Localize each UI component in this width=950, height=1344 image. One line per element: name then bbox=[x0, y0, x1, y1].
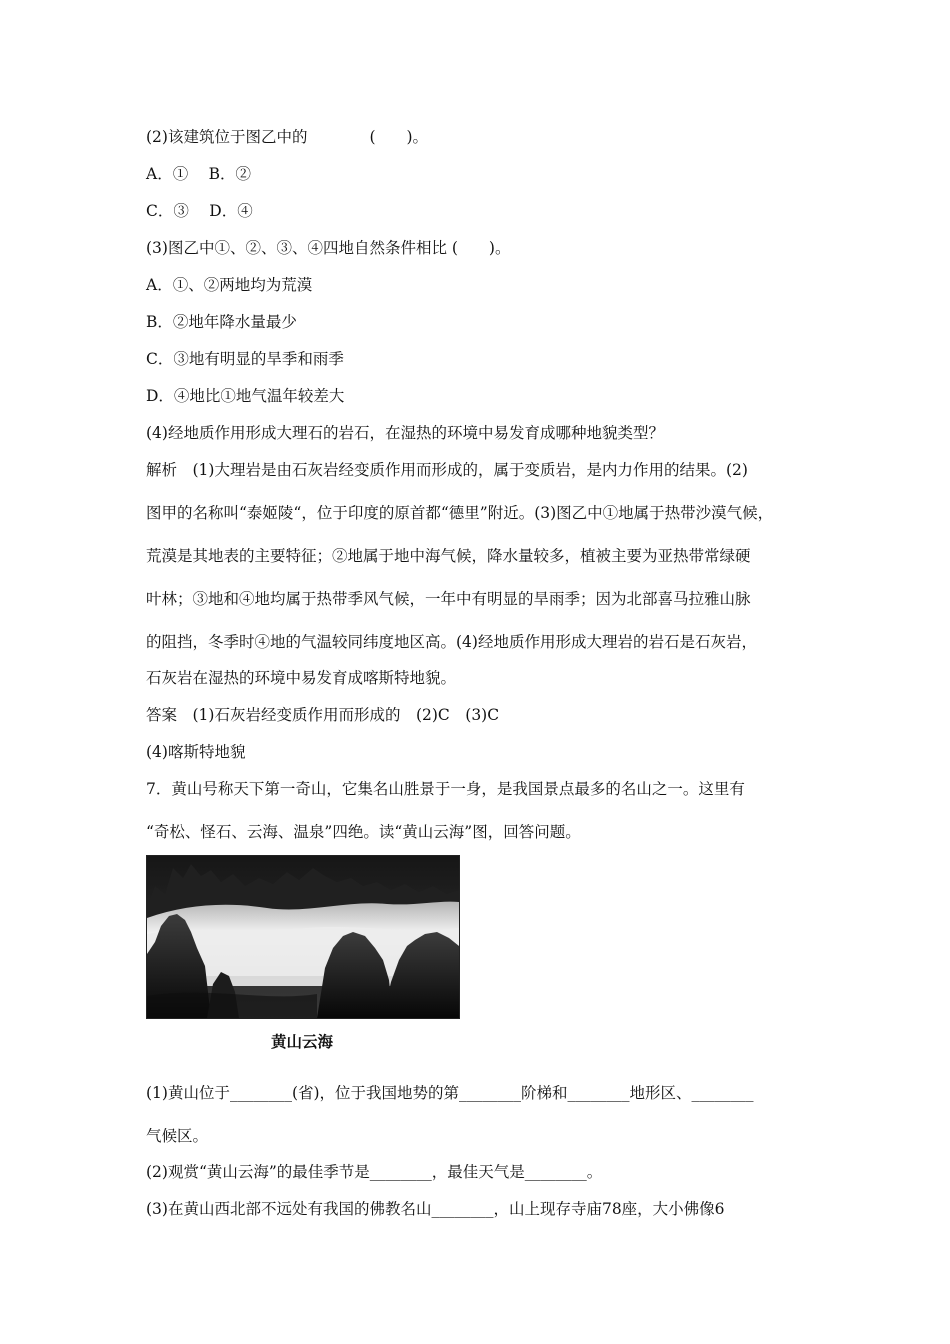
line-analysis-6: 石灰岩在湿热的环境中易发育成喀斯特地貌。 bbox=[146, 669, 457, 687]
line-sub1-2: 气候区。 bbox=[146, 1127, 209, 1145]
line-q7-1: 7．黄山号称天下第一奇山，它集名山胜景于一身，是我国景点最多的名山之一。这里有 bbox=[146, 780, 745, 798]
line-q7-2: “奇松、怪石、云海、温泉”四绝。读“黄山云海”图，回答问题。 bbox=[146, 823, 581, 841]
line-analysis-2: 图甲的名称叫“泰姬陵“，位于印度的原首都“德里”附近。(3)图乙中①地属于热带沙漠气候， bbox=[146, 504, 774, 522]
line-q4: (4)经地质作用形成大理石的岩石，在湿热的环境中易发育成哪种地貌类型？ bbox=[146, 424, 664, 442]
line-sub2: (2)观赏“黄山云海”的最佳季节是________，最佳天气是________。 bbox=[146, 1163, 603, 1181]
figure-caption: 黄山云海 bbox=[270, 1033, 333, 1051]
line-analysis-3: 荒漠是其地表的主要特征；②地属于地中海气候，降水量较多，植被主要为亚热带常绿硬 bbox=[146, 547, 751, 565]
line-analysis-1: 解析 (1)大理岩是由石灰岩经变质作用而形成的，属于变质岩，是内力作用的结果。(2) bbox=[146, 461, 748, 479]
line-q3: (3)图乙中①、②、③、④四地自然条件相比 ( )。 bbox=[146, 239, 511, 257]
line-sub1-1: (1)黄山位于________(省)，位于我国地势的第________阶梯和________地形区、________ bbox=[146, 1084, 754, 1102]
line-sub3: (3)在黄山西北部不远处有我国的佛教名山________，山上现存寺庙78座，大小佛像6 bbox=[146, 1200, 725, 1218]
line-q3-c: C．③地有明显的旱季和雨季 bbox=[146, 350, 344, 368]
line-answer-4: (4)喀斯特地貌 bbox=[146, 743, 246, 761]
line-q3-a: A．①、②两地均为荒漠 bbox=[146, 276, 313, 294]
line-q2-ab: A．① B．② bbox=[146, 165, 252, 183]
line-answer: 答案 (1)石灰岩经变质作用而形成的 (2)C (3)C bbox=[146, 706, 500, 724]
line-q2-cd: C．③ D．④ bbox=[146, 202, 253, 220]
line-q3-b: B．②地年降水量最少 bbox=[146, 313, 297, 331]
line-analysis-5: 的阻挡，冬季时④地的气温较同纬度地区高。(4)经地质作用形成大理岩的岩石是石灰岩， bbox=[146, 633, 757, 651]
huangshan-sea-of-clouds-photo bbox=[146, 855, 460, 1019]
line-analysis-4: 叶林；③地和④地均属于热带季风气候，一年中有明显的旱雨季；因为北部喜马拉雅山脉 bbox=[146, 590, 751, 608]
line-q3-d: D．④地比①地气温年较差大 bbox=[146, 387, 345, 405]
line-q2: (2)该建筑位于图乙中的 ( )。 bbox=[146, 128, 429, 146]
